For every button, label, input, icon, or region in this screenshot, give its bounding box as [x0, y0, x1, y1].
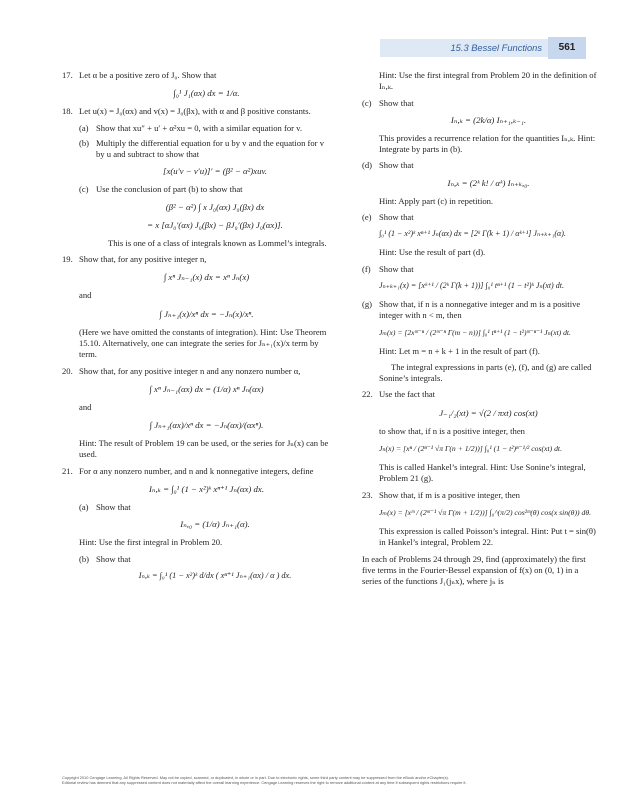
equation: ∫ Jₙ₊₁(αx)/xⁿ dx = −Jₙ(αx)/(αxⁿ).: [149, 420, 264, 431]
equation: J₋₁/₂(xt) = √(2 / πxt) cos(xt): [439, 407, 538, 418]
note-text: This is called Hankel’s integral. Hint: Use Sonine’s integral, Problem 21 (g).: [379, 462, 586, 484]
part-text: Show that xu″ + u′ + α²xu = 0, with a similar equation for v.: [96, 122, 303, 133]
note-text: (Here we have omitted the constants of integration). Hint: Use Theorem 15.10. Alternatively, one can integrate the series for Jₙ₊₁(x)/x term by term.: [79, 326, 327, 360]
problem-text: For α any nonzero number, and n and k nonnegative integers, define: [79, 465, 314, 476]
problem-text: Show that, for any positive integer n and any nonzero number α,: [79, 365, 301, 376]
equation: ∫ xⁿ Jₙ₋₁(αx) dx = (1/α) xⁿ Jₙ(αx): [149, 383, 264, 394]
equation: Jₙ(x) = [xⁿ / (2ⁿ⁻¹ √π Γ(n + 1/2))] ∫₀¹ (1 − t²)ⁿ⁻¹/² cos(xt) dt.: [379, 444, 562, 454]
problem-text: Show that, if m is a positive integer, then: [379, 489, 520, 500]
right-column: [362, 70, 598, 592]
problem-23: [362, 490, 598, 549]
problem-number: 21.: [62, 465, 73, 476]
part-text: Show that: [379, 263, 414, 274]
hint-text: Hint: Use the first integral from Problem 20 in the definition of Iₙ,ₖ.: [379, 70, 597, 92]
equation: Jₙ₊ₖ₊₁(x) = [xᵏ⁺¹ / (2ᵏ Γ(k + 1))] ∫₀¹ tⁿ⁺¹ (1 − t²)ᵏ Jₙ(xt) dt.: [379, 280, 564, 290]
copyright-line: Copyright 2010 Cengage Learning. All Rights Reserved. May not be copied, scanned, or duplicated, in whole or in part. Due to electronic rights, some third party content may be suppressed from the eBook and/or eChapter(s).: [62, 775, 449, 780]
left-column: [62, 70, 334, 589]
problem-number: 20.: [62, 365, 73, 376]
part-b: [79, 138, 334, 179]
part-label: (b): [79, 553, 90, 564]
part-label: (c): [362, 97, 372, 108]
part-text: Multiply the differential equation for u by v and the equation for v by u and subtract to show that: [96, 137, 324, 160]
part-label: (a): [79, 502, 89, 513]
part-c: [79, 184, 334, 249]
equation: Jₘ(x) = [2xᵐ⁻ⁿ / (2ᵐ⁻ⁿ Γ(m − n))] ∫₀¹ tⁿ⁺¹ (1 − t²)ᵐ⁻ⁿ⁻¹ Jₙ(xt) dt.: [379, 327, 571, 337]
equation: ∫₀¹ J₁(αx) dx = 1/α.: [173, 88, 240, 99]
part-label: (b): [79, 137, 90, 148]
problem-22: [362, 389, 598, 484]
part-text: Show that: [379, 97, 414, 108]
problem-number: 17.: [62, 70, 73, 80]
part-text: Show that: [96, 553, 131, 564]
problem-18: [62, 106, 334, 249]
hint-text: Hint: Let m = n + k + 1 in the result of part (f).: [379, 345, 540, 356]
hint-text: Hint: Use the result of part (d).: [379, 247, 486, 258]
problem-number: 18.: [62, 106, 73, 117]
problem-21: [62, 466, 334, 583]
equation: ∫ xⁿ Jₙ₋₁(x) dx = xⁿ Jₙ(x): [163, 272, 250, 283]
note-text: The integral expressions in parts (e), (f), and (g) are called Sonine’s integrals.: [379, 361, 592, 384]
part-d: [362, 160, 598, 189]
part-label: (g): [362, 298, 373, 309]
part-f: [362, 264, 598, 275]
copyright-line: Editorial review has deemed that any suppressed content does not materially affect the overall learning experience. Cengage Learning reserves the right to remove additional content at any time if subsequent rights restrictions require it.: [62, 780, 467, 785]
equation: = x [αJ₀′(αx) J₀(βx) − βJ₀′(βx) J₀(αx)].: [147, 219, 283, 230]
note-text: This is one of a class of integrals known as Lommel’s integrals.: [108, 237, 327, 248]
note-text: This expression is called Poisson’s integral. Hint: Put t = sin(θ) in Hankel’s integral, Problem 22.: [379, 525, 596, 548]
equation: Iₙ,₀ = (1/α) Jₙ₊₁(α).: [180, 519, 250, 530]
equation: Iₙ,ₖ = ∫₀¹ (1 − x²)ᵏ xⁿ⁺¹ Jₙ(αx) dx.: [148, 484, 265, 495]
part-label: (f): [362, 263, 371, 274]
page-number: 561: [558, 42, 576, 53]
running-title: 15.3 Bessel Functions: [450, 43, 542, 53]
equation: Iₙ,ₖ = (2k/α) Iₙ₊₁,ₖ₋₁.: [450, 114, 527, 125]
problem-text: Show that, for any positive integer n,: [79, 254, 207, 265]
problem-number: 23.: [362, 489, 373, 500]
problem-17: [62, 70, 334, 100]
part-text: Show that: [379, 212, 414, 223]
problem-number: 22.: [362, 389, 373, 400]
problem-text: Let u(x) = J₀(αx) and v(x) = J₀(βx), with α and β positive constants.: [79, 106, 311, 117]
part-label: (e): [362, 212, 372, 223]
connector-text: and: [79, 290, 92, 301]
note-text: This provides a recurrence relation for the quantities Iₙ,ₖ. Hint: Integrate by parts in (b).: [379, 132, 596, 155]
hint-text: Hint: The result of Problem 19 can be used, or the series for Jₙ(x) can be used.: [79, 438, 329, 460]
part-b: [79, 554, 334, 583]
part-e: [362, 212, 598, 223]
part-text: Use the conclusion of part (b) to show that: [96, 184, 243, 195]
part-a: [79, 123, 334, 134]
part-label: (d): [362, 160, 373, 171]
hint-text: Hint: Apply part (c) in repetition.: [379, 195, 494, 206]
part-g: [362, 299, 598, 322]
equation: Jₘ(x) = [xᵐ / (2ᵐ⁻¹ √π Γ(m + 1/2))] ∫₀^(π/2) cos²ᵐ(θ) cos(x sin(θ)) dθ.: [379, 507, 592, 517]
part-text: Show that: [379, 160, 414, 171]
part-label: (c): [79, 184, 89, 195]
equation: Iₙ,ₖ = ∫₀¹ (1 − x²)ᵏ d/dx ( xⁿ⁺¹ Jₙ₊₁(αx) / α ) dx.: [138, 570, 292, 580]
equation: [x(u′v − v′u)]′ = (β² − α²)xuv.: [163, 166, 267, 177]
part-a: [79, 502, 334, 531]
problem-text: to show that, if n is a positive integer, then: [379, 425, 525, 436]
problem-number: 19.: [62, 254, 73, 265]
equation: ∫₀¹ (1 − x²)ᵏ xⁿ⁺¹ Jₙ(αx) dx = [2ᵏ Γ(k + 1) / αᵏ⁺¹] Jₙ₊ₖ₊₁(α).: [379, 229, 566, 239]
problem-20: [62, 366, 334, 461]
connector-text: and: [79, 401, 92, 412]
problems-24-29-intro: In each of Problems 24 through 29, find (approximately) the first five terms in the Fourier-Bessel expansion of f(x) on (0, 1) in a series of the functions J₁(jₙx), where jₙ is: [362, 553, 586, 587]
part-text: Show that, if n is a nonnegative integer and m is a positive integer with n < m, then: [379, 298, 581, 321]
equation: Iₙ,ₖ = (2ᵏ k! / αᵏ) Iₙ₊ₖ,₀.: [447, 177, 530, 188]
equation: (β² − α²) ∫ x J₀(αx) J₀(βx) dx: [165, 201, 265, 212]
part-label: (a): [79, 122, 89, 133]
hint-text: Hint: Use the first integral in Problem 20.: [79, 537, 223, 548]
part-text: Show that: [96, 502, 131, 513]
part-c: [362, 98, 598, 127]
problem-text: Let α be a positive zero of J₀. Show that: [79, 70, 217, 80]
problem-text: Use the fact that: [379, 389, 436, 400]
equation: ∫ Jₙ₊₁(x)/xⁿ dx = −Jₙ(x)/xⁿ.: [159, 308, 254, 319]
problem-19: [62, 254, 334, 360]
copyright-footer: [62, 775, 602, 785]
